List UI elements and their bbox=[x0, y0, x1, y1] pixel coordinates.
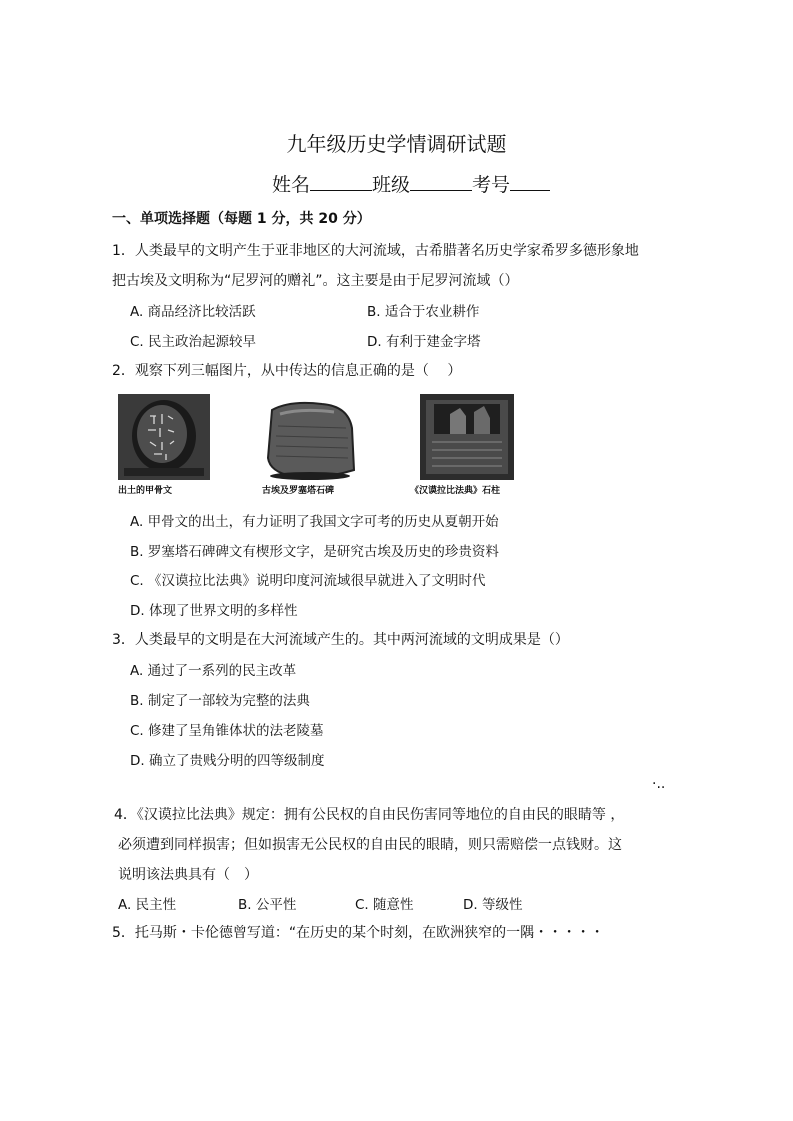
q1-option-d: D. 有利于建金字塔 bbox=[367, 334, 481, 350]
class-blank[interactable] bbox=[410, 172, 472, 191]
name-label: 姓名 bbox=[272, 174, 311, 196]
stray-mark: ·.. bbox=[652, 776, 666, 792]
rosetta-stone-image bbox=[262, 398, 358, 482]
q3-option-d: D. 确立了贵贱分明的四等级制度 bbox=[130, 753, 325, 769]
q1-line2: 把古埃及文明称为“尼罗河的赠礼”。这主要是由于尼罗河流域（） bbox=[112, 273, 519, 289]
name-blank[interactable] bbox=[310, 172, 372, 191]
q2-option-b: B. 罗塞塔石碑碑文有楔形文字，是研究古埃及历史的珍贵资料 bbox=[130, 544, 499, 560]
q4-option-a: A. 民主性 bbox=[118, 897, 177, 913]
q4-line3: 说明该法典具有（ ） bbox=[118, 867, 258, 883]
class-label: 班级 bbox=[372, 174, 411, 196]
q4-option-c: C. 随意性 bbox=[355, 897, 414, 913]
q2-option-a: A. 甲骨文的出土，有力证明了我国文字可考的历史从夏朝开始 bbox=[130, 514, 499, 530]
q5-line1: 5．托马斯・卡伦德曾写道：“在历史的某个时刻，在欧洲狭窄的一隅・・・・・ bbox=[112, 925, 605, 941]
exam-no-label: 考号 bbox=[472, 174, 511, 196]
oracle-bone-image bbox=[118, 394, 210, 480]
q3-option-b: B. 制定了一部较为完整的法典 bbox=[130, 693, 310, 709]
section-heading: 一、单项选择题（每题 1 分，共 20 分） bbox=[112, 211, 371, 227]
q1-option-b: B. 适合于农业耕作 bbox=[367, 304, 480, 320]
caption-hammurabi-stele: 《汉谟拉比法典》石柱 bbox=[410, 486, 501, 496]
q1-option-a: A. 商品经济比较活跃 bbox=[130, 304, 256, 320]
caption-oracle-bone: 出土的甲骨文 bbox=[118, 486, 173, 496]
caption-rosetta-stone: 古埃及罗塞塔石碑 bbox=[262, 486, 335, 496]
exam-no-blank[interactable] bbox=[510, 172, 550, 191]
q4-option-d: D. 等级性 bbox=[463, 897, 523, 913]
q3-stem: 3．人类最早的文明是在大河流域产生的。其中两河流域的文明成果是（） bbox=[112, 632, 569, 648]
q1-line1: 1．人类最早的文明产生于亚非地区的大河流域，古希腊著名历史学家希罗多德形象地 bbox=[112, 243, 639, 259]
q2-stem: 2．观察下列三幅图片，从中传达的信息正确的是（ ） bbox=[112, 363, 462, 379]
q4-option-b: B. 公平性 bbox=[238, 897, 297, 913]
exam-title: 九年级历史学情调研试题 bbox=[286, 132, 507, 156]
hammurabi-stele-image bbox=[420, 394, 514, 480]
q4-line1: 4．《汉谟拉比法典》规定：拥有公民权的自由民伤害同等地位的自由民的眼睛等 ， bbox=[114, 807, 625, 823]
q3-option-c: C. 修建了呈角锥体状的法老陵墓 bbox=[130, 723, 324, 739]
q1-option-c: C. 民主政治起源较早 bbox=[130, 334, 257, 350]
q4-line2: 必须遭到同样损害；但如损害无公民权的自由民的眼睛，则只需赔偿一点钱财。这 bbox=[118, 837, 622, 853]
q3-option-a: A. 通过了一系列的民主改革 bbox=[130, 663, 297, 679]
q2-option-c: C. 《汉谟拉比法典》说明印度河流域很早就进入了文明时代 bbox=[130, 573, 486, 589]
q2-option-d: D. 体现了世界文明的多样性 bbox=[130, 603, 298, 619]
student-info-line bbox=[272, 170, 550, 197]
